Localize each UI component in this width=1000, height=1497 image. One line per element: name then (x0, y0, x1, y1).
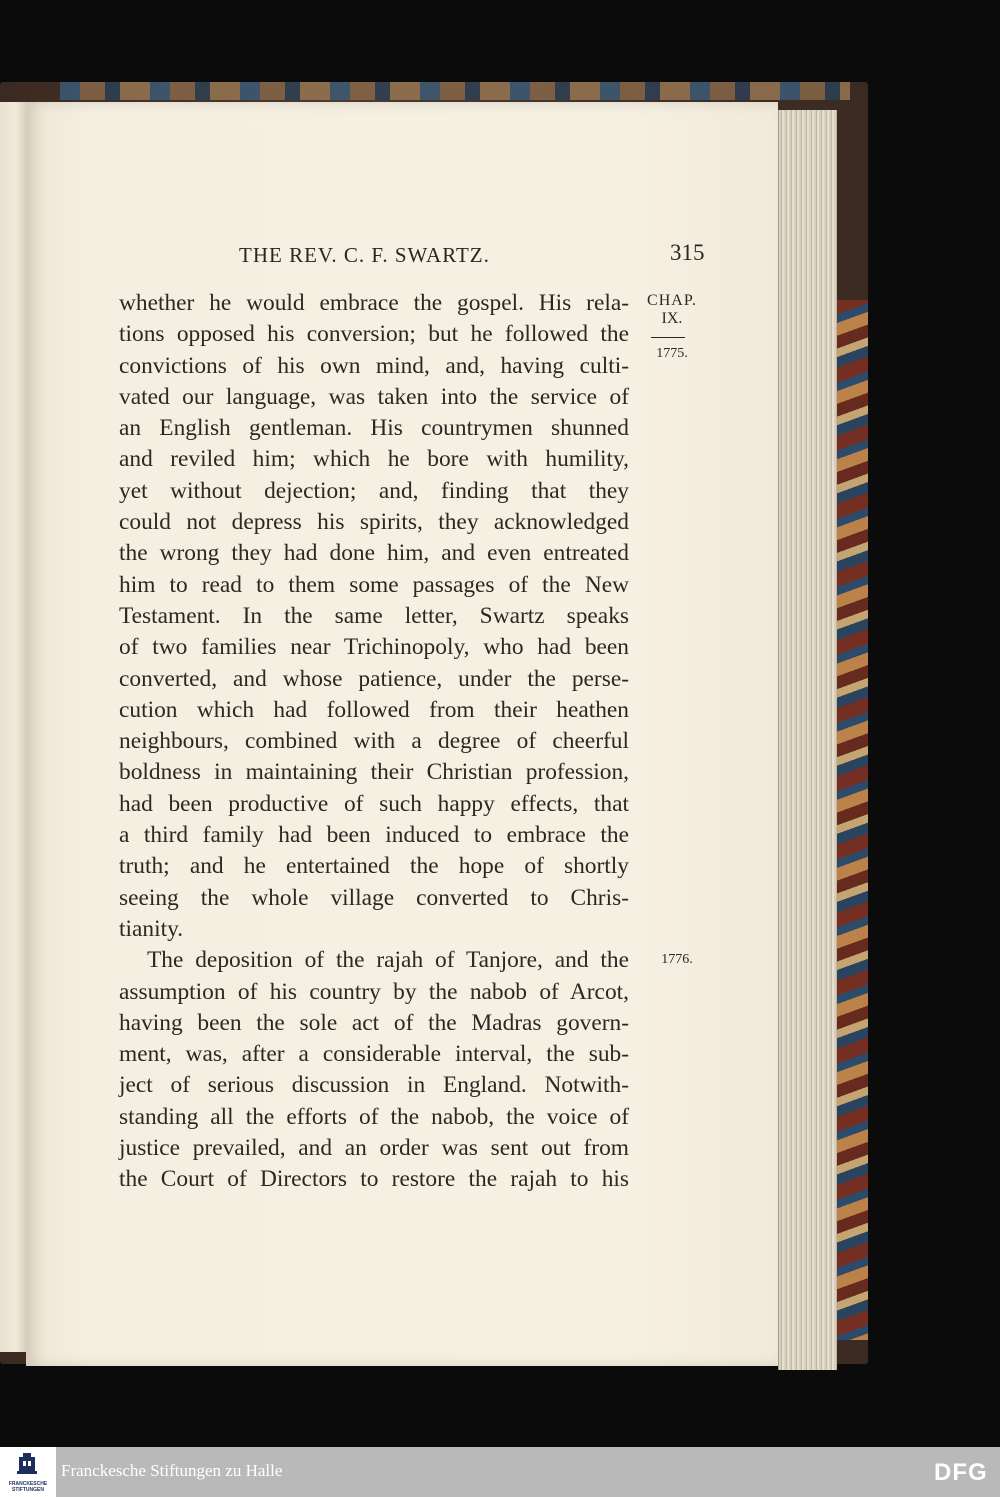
text-line: vated our language, was taken into the service of (119, 383, 629, 410)
text-line: of two families near Trichinopoly, who had been (119, 634, 629, 661)
dfg-logo[interactable]: DFG (934, 1459, 988, 1486)
text-line: had been productive of such happy effects, that (119, 790, 629, 817)
text-line: convictions of his own mind, and, having culti- (119, 352, 629, 379)
margin-year-1775: 1775. (656, 346, 688, 361)
text-line: could not depress his spirits, they acknowledged (119, 509, 629, 536)
page-number: 315 (670, 240, 705, 265)
margin-year-1776: 1776. (661, 952, 693, 967)
text-line: a third family had been induced to embrace the (119, 822, 629, 849)
franckesche-stiftungen-logo-icon (14, 1451, 40, 1477)
text-line: ment, was, after a considerable interval, the sub- (119, 1041, 629, 1068)
margin-chapter-label: CHAP. (647, 292, 697, 309)
text-line: an English gentleman. His countrymen shunned (119, 415, 629, 442)
text-line: the Court of Directors to restore the rajah to his (119, 1166, 629, 1193)
text-line: cution which had followed from their heathen (119, 696, 629, 723)
text-line: and reviled him; which he bore with humility, (119, 446, 629, 473)
text-line: seeing the whole village converted to Chris- (119, 884, 629, 911)
text-line: Testament. In the same letter, Swartz speaks (119, 602, 629, 629)
text-line: having been the sole act of the Madras govern- (119, 1009, 629, 1036)
marbled-edge-top (60, 82, 850, 100)
page-edges (778, 110, 837, 1370)
margin-rule (651, 337, 685, 338)
running-head: THE REV. C. F. SWARTZ. (239, 243, 490, 267)
text-line: ject of serious discussion in England. Notwith- (119, 1072, 629, 1099)
text-line: converted, and whose patience, under the perse- (119, 665, 629, 692)
text-line: standing all the efforts of the nabob, the voice of (119, 1103, 629, 1130)
text-line: truth; and he entertained the hope of shortly (119, 853, 629, 880)
text-line: tianity. (119, 915, 184, 942)
footer-logo[interactable] (0, 1447, 56, 1497)
text-line: the wrong they had done him, and even entreated (119, 540, 629, 567)
text-line: boldness in maintaining their Christian profession, (119, 759, 629, 786)
body-text (119, 288, 629, 1196)
text-line: assumption of his country by the nabob of Arcot, (119, 978, 629, 1005)
text-line: neighbours, combined with a degree of cheerful (119, 728, 629, 755)
text-line: him to read to them some passages of the New (119, 571, 629, 598)
marbled-edge-right (836, 300, 868, 1340)
text-line: The deposition of the rajah of Tanjore, and the (147, 947, 629, 974)
institution-link[interactable]: Franckesche Stiftungen zu Halle (61, 1461, 283, 1480)
facing-page-sliver (0, 102, 26, 1352)
text-line: tions opposed his conversion; but he followed the (119, 321, 629, 348)
text-line: justice prevailed, and an order was sent out from (119, 1135, 629, 1162)
text-line: yet without dejection; and, finding that they (119, 477, 629, 504)
margin-chapter-number: IX. (661, 310, 683, 327)
text-line: whether he would embrace the gospel. His rela- (119, 290, 629, 316)
logo-caption: FRANCKESCHE STIFTUNGEN (8, 1481, 48, 1493)
